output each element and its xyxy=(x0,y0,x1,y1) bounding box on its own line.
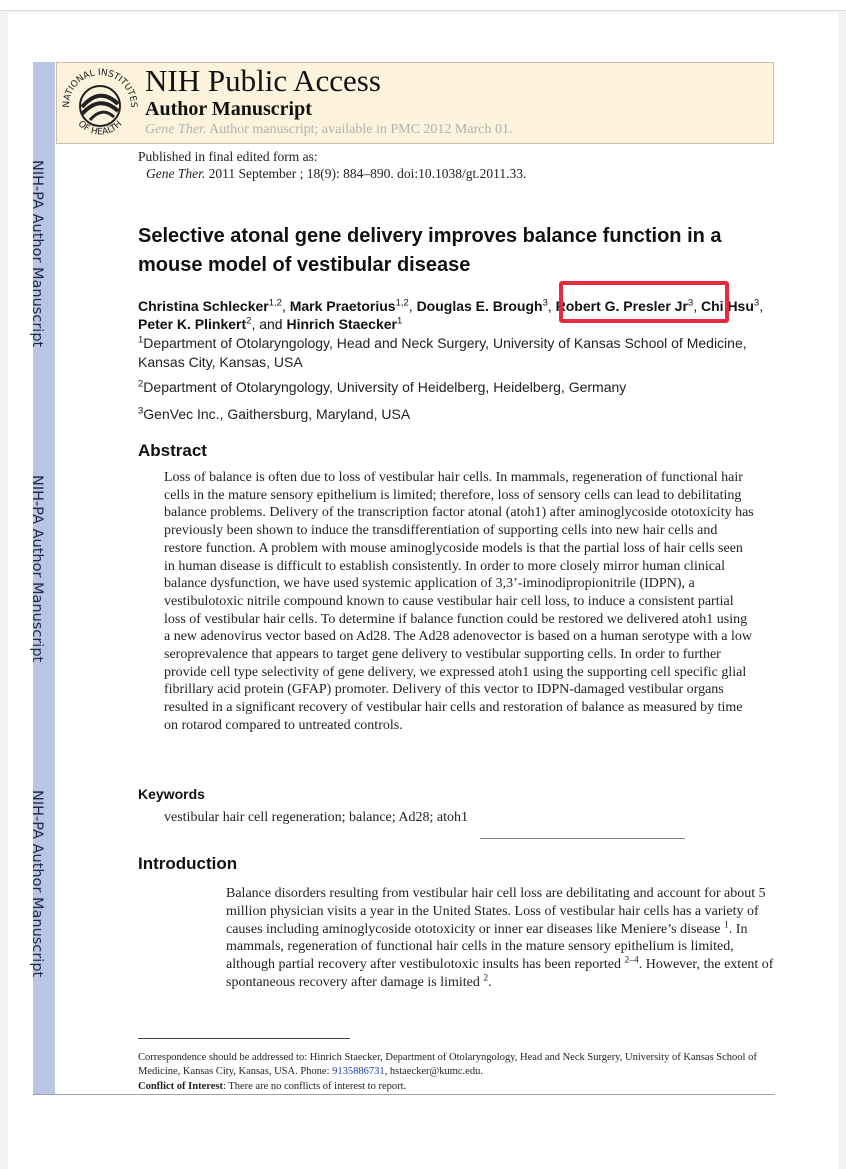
affiliation-3: $^3$GenVec Inc., Gaithersburg, Maryland, USA xyxy=(138,405,411,422)
availability-line xyxy=(145,122,512,138)
sidebar-label: NIH-PA Author Manuscript xyxy=(29,790,45,978)
published-citation xyxy=(146,166,526,182)
conflict-of-interest-note: Conflict of Interest: There are no conflicts of interest to report. xyxy=(138,1081,407,1092)
abstract-heading: Abstract xyxy=(138,441,207,460)
author-separator: , xyxy=(693,298,701,314)
published-label: Published in final edited form as: xyxy=(138,149,318,164)
author-separator: , xyxy=(759,298,764,314)
author-affiliation-sup: 1,2 xyxy=(268,297,282,309)
author-affiliation-sup: 3 xyxy=(753,297,760,309)
page-bottom-rule xyxy=(33,1094,775,1095)
journal-name: Gene Ther. xyxy=(145,122,207,137)
nih-logo-icon xyxy=(60,64,140,144)
author-separator: , xyxy=(408,298,417,314)
author-affiliation-sup: 3 xyxy=(542,297,548,309)
author-name: Christina Schlecker xyxy=(138,298,269,314)
affiliation-1: $^1$Department of Otolaryngology, Head and Neck Surgery, University of Kansas School of Medicine, Kansas City, Kansas, USA xyxy=(138,334,747,370)
citation-text: 2011 September ; 18(9): 884–890. doi:10.1038/gt.2011.33. xyxy=(208,166,527,181)
author-affiliation-sup: 1,2 xyxy=(395,297,409,309)
svg-text:NATIONAL INSTITUTES: NATIONAL INSTITUTES xyxy=(61,67,139,108)
viewer-top-bar xyxy=(0,0,846,11)
author-name: Mark Praetorius xyxy=(289,298,396,314)
author-name: Robert G. Presler Jr xyxy=(555,298,688,314)
author-name: Douglas E. Brough xyxy=(416,298,543,314)
phone-link[interactable]: 9135886731 xyxy=(332,1066,385,1077)
footnote-divider xyxy=(138,1038,350,1039)
author-name: Chi Hsu xyxy=(701,298,754,314)
journal-name: Gene Ther. xyxy=(146,166,206,181)
citation-ref[interactable]: 1 xyxy=(724,919,729,930)
introduction-body: Balance disorders resulting from vestibular hair cell loss are debilitating and account for about 5 million physician visits a year in the United States. Loss of vestibular hair cells has a variety of causes including aminoglycoside ototoxicity or inner ear diseases like Meniere’s disease $^1$. In mammals, regeneration of functional hair cells in the mature sensory epithelium is limited, although partial recovery after vestibulotoxic insults has been reported $^{2-4}$. However, the extent of spontaneous recovery after damage is limited $^2$. xyxy=(226,886,774,990)
author-affiliation-sup: 2 xyxy=(246,315,252,327)
svg-text:OF HEALTH: OF HEALTH xyxy=(75,119,125,138)
nih-public-access-title: NIH Public Access xyxy=(145,63,381,98)
article-title: Selective atonal gene delivery improves balance function in a mouse model of vestibular disease xyxy=(138,225,722,276)
keywords-list: vestibular hair cell regeneration; balance; Ad28; atoh1 xyxy=(164,810,468,825)
correspondence-note: Correspondence should be addressed to: Hinrich Staecker, Department of Otolaryngology, Head and Neck Surgery, University of Kansas School of Medicine, Kansas City, Kansas, USA. Phone: 9135886731, hstaecker@kumc.edu. xyxy=(138,1052,757,1077)
author-affiliation-sup: 1 xyxy=(396,315,403,327)
sidebar-label: NIH-PA Author Manuscript xyxy=(29,160,45,348)
author-separator: , xyxy=(281,298,290,314)
keywords-heading: Keywords xyxy=(138,786,205,802)
author-separator: , xyxy=(547,298,556,314)
availability-text: Author manuscript; available in PMC 2012 March 01. xyxy=(209,122,513,137)
abstract-body: Loss of balance is often due to loss of vestibular hair cells. In mammals, regeneration of functional hair cells in the mature sensory epithelium is limited; therefore, loss of sensory cells can lead to debilitating balance problems. Delivery of the transcription factor atonal (atoh1) after aminoglycoside ototoxicity has previously been shown to induce the transdifferentiation of supporting cells into new hair cells and restore function. A problem with mouse aminoglycoside models is that the partial loss of hair cells seen in human disease is difficult to establish consistently. In order to more closely mirror human clinical balance dysfunction, we have used systemic application of 3,3’-iminodipropionitrile (IDPN), a vestibulotoxic nitrile compound known to cause vestibular hair cell loss, to induce a consistent partial loss of vestibular hair cells. To determine if balance function could be restored we delivered atoh1 using a new adenovirus vector based on Ad28. The Ad28 adenovector is based on a human serotype with a low seroprevalence that appears to target gene delivery to vestibular supporting cells. In order to further provide cell type selectivity of gene delivery, we expressed atoh1 using the supporting cell specific glial fibrillary acid protein (GFAP) promoter. Delivery of this vector to IDPN-damaged vestibular organs resulted in a significant recovery of vestibular hair cells and restoration of balance as measured by time on rotarod compared to untreated controls. xyxy=(164,470,754,733)
affiliation-2: $^2$Department of Otolaryngology, University of Heidelberg, Heidelberg, Germany xyxy=(138,378,627,395)
citation-ref[interactable]: 2 xyxy=(483,973,489,984)
author-manuscript-title: Author Manuscript xyxy=(145,98,312,120)
author-separator: , and xyxy=(251,316,287,332)
author-name: Hinrich Staecker xyxy=(286,316,397,332)
author-affiliation-sup: 3 xyxy=(687,297,694,309)
sidebar-label: NIH-PA Author Manuscript xyxy=(29,475,45,663)
author-name: Peter K. Plinkert xyxy=(138,316,247,332)
introduction-heading: Introduction xyxy=(138,854,238,873)
author-highlight-box xyxy=(559,281,729,323)
section-divider xyxy=(480,838,685,839)
citation-ref[interactable]: 2–4 xyxy=(624,955,639,966)
